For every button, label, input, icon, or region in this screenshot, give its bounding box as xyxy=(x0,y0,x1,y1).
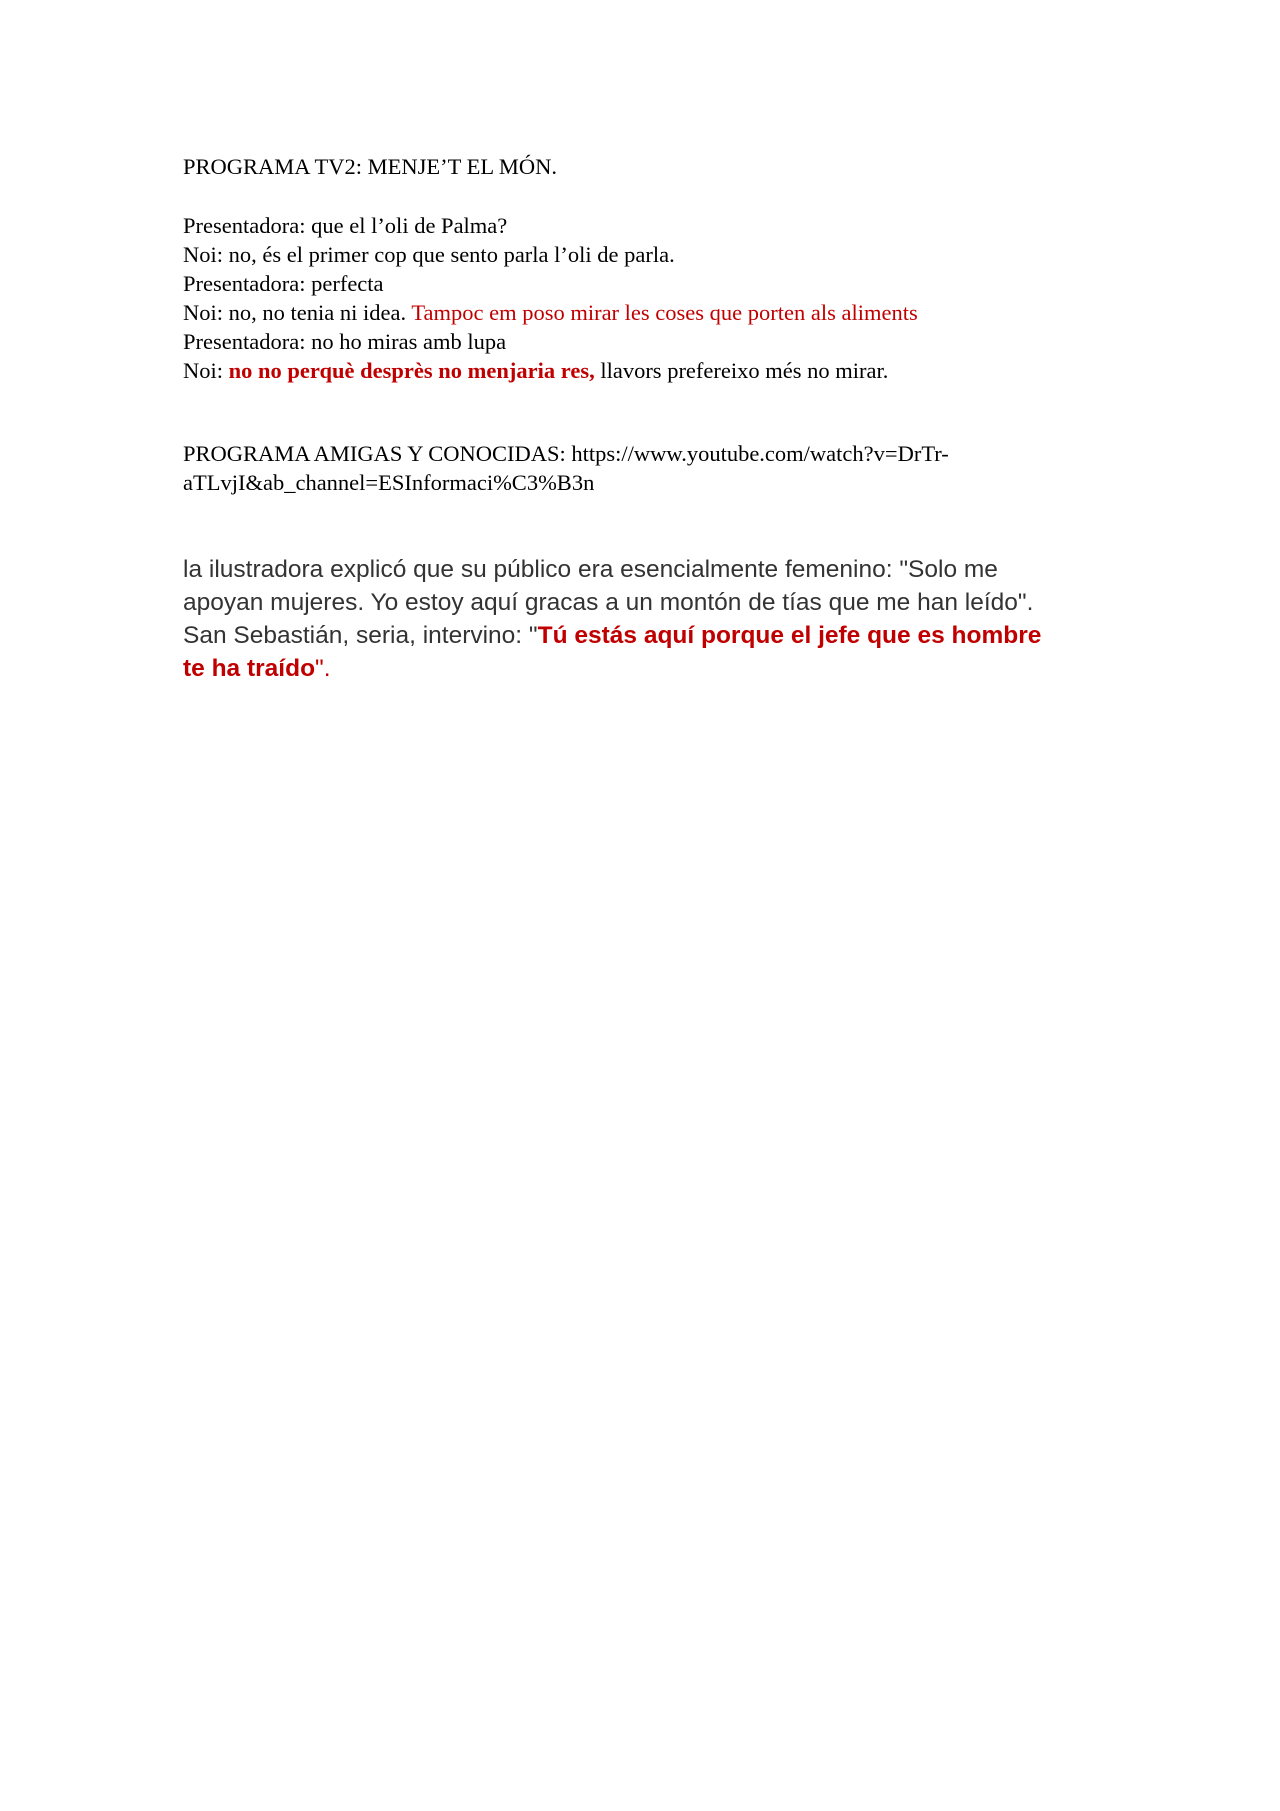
dialogue-text-rest: llavors prefereixo més no mirar. xyxy=(594,358,889,383)
highlighted-bold-quote: te ha traído xyxy=(183,655,316,682)
highlighted-bold-quote: Tú estás aquí porque el jefe que es hombre xyxy=(537,622,1042,649)
dialogue-line xyxy=(183,211,1103,240)
dialogue-line xyxy=(183,298,1103,327)
dialogue-line xyxy=(183,269,1103,298)
speaker-label: Noi: xyxy=(183,300,224,325)
paragraph-line xyxy=(183,652,1103,685)
dialogue-line xyxy=(183,356,1103,385)
speaker-label: Presentadora: xyxy=(183,271,306,296)
dialogue-transcript xyxy=(183,211,1103,385)
speaker-label: Presentadora: xyxy=(183,213,306,238)
paragraph-text: San Sebastián, seria, intervino: " xyxy=(183,622,538,649)
dialogue-text: perfecta xyxy=(305,271,384,296)
program-title: PROGRAMA TV2: MENJE’T EL MÓN. xyxy=(183,154,557,179)
highlighted-bold-text: no no perquè desprès no menjaria res, xyxy=(228,358,595,383)
program-url-line-1: PROGRAMA AMIGAS Y CONOCIDAS: https://www.youtube.com/watch?v=DrTr- xyxy=(183,441,949,466)
dialogue-text: no ho miras amb lupa xyxy=(305,329,507,354)
program-url-line-2: aTLvjI&ab_channel=ESInformaci%C3%B3n xyxy=(183,470,595,495)
paragraph-line xyxy=(183,619,1103,652)
paragraph-line: apoyan mujeres. Yo estoy aquí gracas a un montón de tías que me han leído". xyxy=(183,589,1034,616)
dialogue-text: no, és el primer cop que sento parla l’oli de parla. xyxy=(223,242,675,267)
section-2-program-link xyxy=(183,439,1103,497)
highlighted-text: Tampoc em poso mirar les coses que porten als aliments xyxy=(411,300,918,325)
speaker-label: Noi: xyxy=(183,242,224,267)
quote-close: ". xyxy=(315,655,331,682)
dialogue-text: que el l’oli de Palma? xyxy=(305,213,508,238)
dialogue-line xyxy=(183,327,1103,356)
section-1-title xyxy=(183,152,1103,181)
speaker-label: Presentadora: xyxy=(183,329,306,354)
speaker-label: Noi: xyxy=(183,358,224,383)
paragraph-line: la ilustradora explicó que su público era esencialmente femenino: "Solo me xyxy=(183,556,998,583)
dialogue-text: no, no tenia ni idea. xyxy=(223,300,412,325)
section-3-quote-paragraph xyxy=(183,553,1103,685)
dialogue-line xyxy=(183,240,1103,269)
